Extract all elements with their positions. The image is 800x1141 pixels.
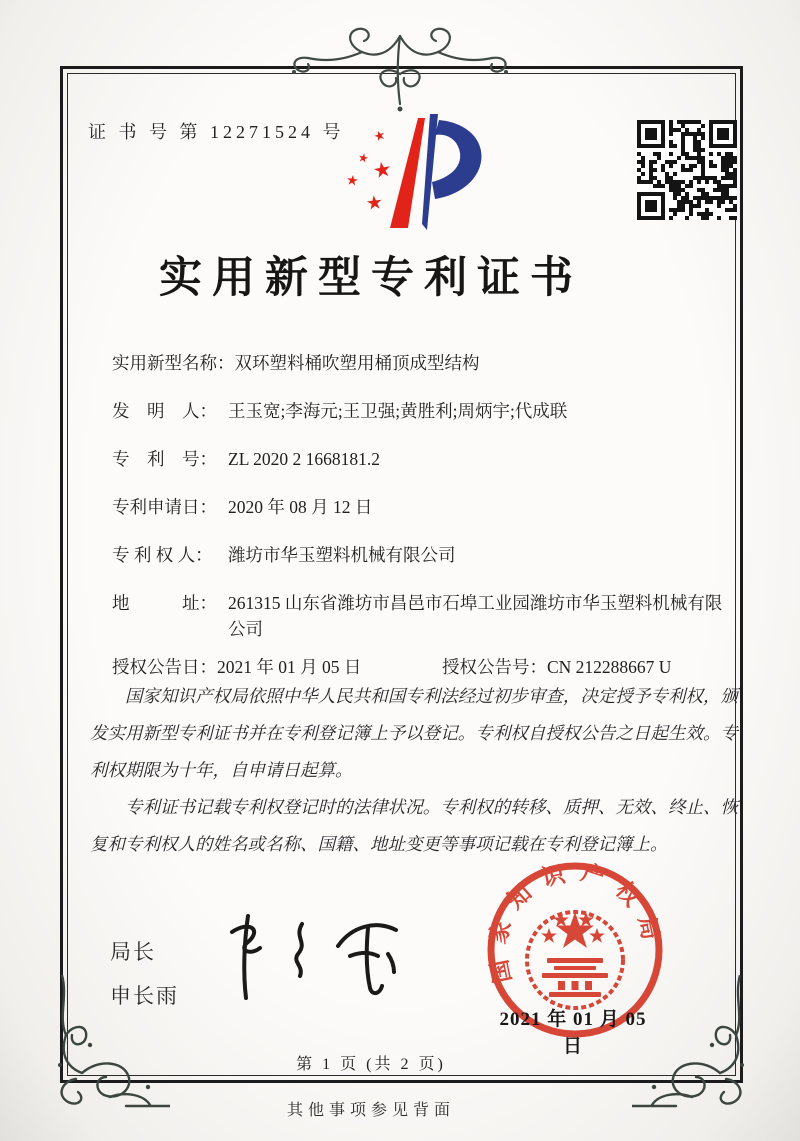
logo-star-icon: ★ xyxy=(370,156,394,184)
field-value: 双环塑料桶吹塑用桶顶成型结构 xyxy=(234,353,480,373)
field-label: 发 明 人： xyxy=(112,401,217,421)
grant-date-value: 2021 年 01 月 05 日 xyxy=(217,657,362,677)
legal-paragraph-2: 专利证书记载专利权登记时的法律状况。专利权的转移、质押、无效、终止、恢复和专利权人的姓名或名称、国籍、地址变更等事项记载在专利登记簿上。 xyxy=(90,797,738,854)
field-patentee xyxy=(112,542,734,568)
signatory-title: 局长 xyxy=(110,941,156,964)
field-value: 王玉宽;李海元;王卫强;黄胜利;周炳宇;代成联 xyxy=(228,401,568,421)
field-value: 2020 年 08 月 12 日 xyxy=(228,497,373,517)
seal-date: 2021 年 01 月 05 日 xyxy=(499,1009,647,1057)
field-label: 专 利 号： xyxy=(112,449,217,469)
grant-number-label: 授权公告号： xyxy=(442,657,547,677)
logo-star-icon: ★ xyxy=(344,172,360,190)
field-patent-number xyxy=(112,446,734,472)
grant-number-value: CN 212288667 U xyxy=(547,657,672,677)
certificate-fields xyxy=(112,350,734,680)
logo-blue-bar xyxy=(422,114,438,230)
seal-national-emblem-icon xyxy=(527,912,623,1008)
back-side-note: 其他事项参见背面 xyxy=(286,1102,455,1119)
grant-date-label: 授权公告日： xyxy=(112,657,217,677)
field-application-date xyxy=(112,494,734,520)
page-number: 第 1 页 (共 2 页) xyxy=(296,1056,446,1073)
field-label: 专 利 权 人： xyxy=(112,545,213,565)
field-value: 潍坊市华玉塑料机械有限公司 xyxy=(228,545,456,565)
field-utility-model-name xyxy=(112,350,734,376)
legal-text xyxy=(90,678,738,863)
field-label: 地 址： xyxy=(112,593,217,613)
director-signature-icon xyxy=(210,898,420,1008)
field-label: 实用新型名称： xyxy=(112,353,235,373)
field-label: 专利申请日： xyxy=(112,497,217,517)
logo-star-icon: ★ xyxy=(356,150,371,166)
qr-code xyxy=(637,120,737,220)
cnipa-logo-icon xyxy=(340,108,498,240)
signatory-name: 申长雨 xyxy=(110,985,179,1008)
logo-star-icon: ★ xyxy=(371,127,388,146)
logo-red-wedge xyxy=(390,118,425,228)
field-inventors xyxy=(112,398,734,424)
field-grant-announcement xyxy=(112,654,734,680)
seal-ring-text: 国家知识产权局 xyxy=(484,859,666,986)
field-address xyxy=(112,590,734,642)
logo-blue-bowl xyxy=(432,120,481,199)
logo-star-icon: ★ xyxy=(364,191,385,215)
field-value: 261315 山东省潍坊市昌邑市石埠工业园潍坊市华玉塑料机械有限公司 xyxy=(228,593,723,639)
field-value: ZL 2020 2 1668181.2 xyxy=(228,449,380,469)
certificate-title: 实用新型专利证书 xyxy=(159,255,583,302)
certificate-number: 证 书 号 第 12271524 号 xyxy=(88,122,345,142)
legal-paragraph-1: 国家知识产权局依照中华人民共和国专利法经过初步审查，决定授予专利权，颁发实用新型专利证书并在专利登记簿上予以登记。专利权自授权公告之日起生效。专利权期限为十年，自申请日起算。 xyxy=(90,686,738,780)
signatory-block xyxy=(110,936,179,1024)
